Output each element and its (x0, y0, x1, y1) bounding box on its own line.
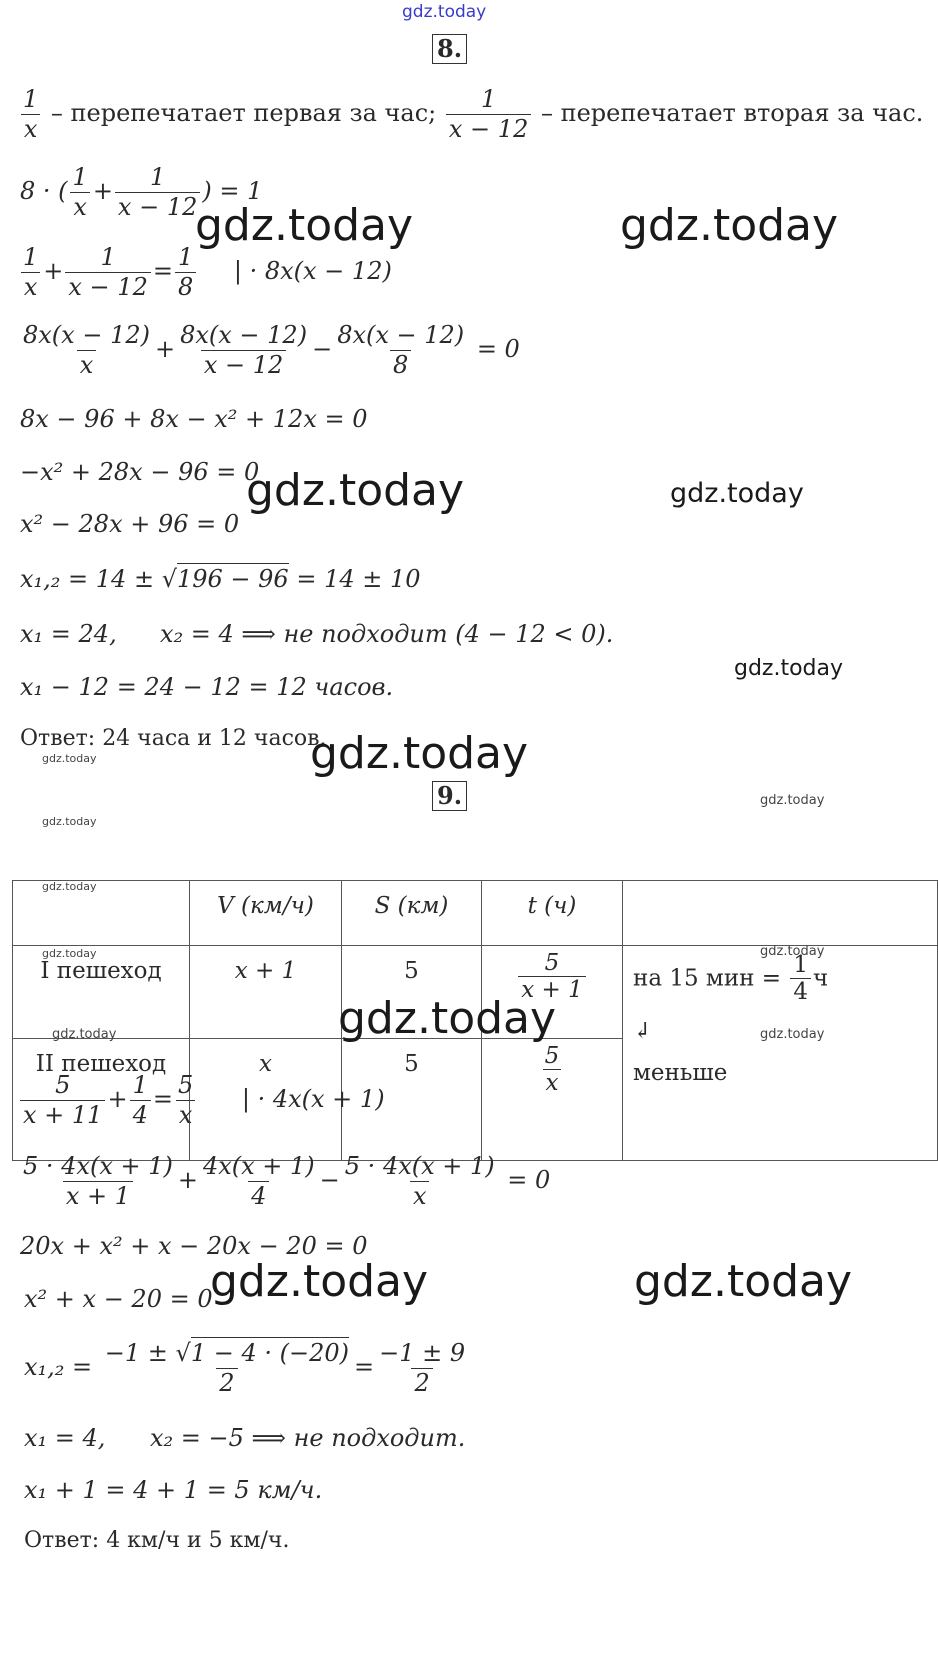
p8-intro (18, 86, 923, 143)
p8-eq5: −x² + 28x − 96 = 0 (20, 458, 260, 486)
frac-den: 4 (130, 1100, 151, 1130)
p8-eq7: x₁,₂ = 14 ± √196 − 96 = 14 ± 10 (20, 565, 421, 593)
frac-num: 8x(x − 12) (23, 321, 150, 349)
eq-end: = 0 (476, 335, 520, 364)
p8-eq8a: x₁ = 24, (20, 620, 117, 648)
p9-eq6b: x₂ = −5 ⟹ не подходит. (150, 1424, 466, 1452)
frac-den: x − 12 (65, 272, 150, 302)
problem-9-number: 9. (432, 781, 467, 811)
p8-eq4: 8x − 96 + 8x − x² + 12x = 0 (20, 405, 368, 433)
frac-num: 5 · 4x(x + 1) (23, 1152, 173, 1180)
frac-num: 5 (544, 950, 560, 976)
header-empty (13, 881, 190, 946)
p8-eq8b: x₂ = 4 ⟹ не подходит (4 − 12 < 0). (160, 620, 614, 648)
p8-eq6: x² − 28x + 96 = 0 (20, 510, 240, 538)
row1-label: I пешеход (13, 946, 190, 1039)
frac-num: 1 (100, 243, 116, 271)
watermark: gdz.today (310, 728, 529, 779)
eq-part: = 14 ± 10 (288, 565, 421, 593)
header-speed: V (км/ч) (190, 881, 342, 946)
p9-eq7: x₁ + 1 = 4 + 1 = 5 км/ч. (24, 1476, 323, 1504)
watermark: gdz.today (620, 200, 839, 251)
frac-den: 4 (248, 1181, 269, 1211)
p8-eq9: x₁ − 12 = 24 − 12 = 12 часов. (20, 673, 394, 701)
watermark: gdz.today (760, 1027, 825, 1042)
p8-answer: Ответ: 24 часа и 12 часов. (20, 726, 327, 751)
watermark: gdz.today (760, 793, 825, 808)
frac-den: x + 1 (518, 976, 586, 1005)
frac-num: 1 (72, 163, 88, 191)
frac-den: 2 (216, 1368, 237, 1398)
note-unit: ч (813, 965, 829, 992)
note-line-1 (633, 952, 937, 1007)
eq-part: −1 ± (104, 1339, 176, 1367)
note-cell (623, 946, 938, 1161)
frac-den: 4 (790, 978, 811, 1007)
frac-den: x (176, 1100, 196, 1130)
frac-num: 5 · 4x(x + 1) (344, 1152, 495, 1180)
eq-part: x₁,₂ = 14 ± (20, 565, 162, 593)
watermark: gdz.today (52, 1027, 117, 1042)
row2-speed: x (190, 1039, 342, 1161)
eq-part: 8 · ( (20, 177, 68, 206)
frac-den: x − 12 (201, 350, 286, 380)
frac-num: −1 ± 9 (379, 1339, 466, 1367)
watermark: gdz.today (42, 752, 97, 765)
frac-num: 8x(x − 12) (180, 321, 308, 349)
frac-den: x (70, 192, 90, 222)
frac-den: x (21, 114, 41, 144)
frac-num: 8x(x − 12) (337, 321, 465, 349)
note-text: на 15 мин = (633, 965, 789, 992)
watermark: gdz.today (42, 880, 97, 893)
row2-time (482, 1039, 623, 1161)
p8-eq1: 8 · ( $\frac{1}{x}$ + $\frac{1}{x - 12}$ ) = 1 (20, 163, 263, 221)
watermark: gdz.today (734, 656, 844, 681)
row1-distance: 5 (342, 946, 482, 1039)
frac-den: x (77, 350, 97, 380)
p9-eq4: x² + x − 20 = 0 (24, 1285, 213, 1313)
frac-num: 5 (177, 1071, 194, 1099)
frac-num: 1 (177, 243, 194, 271)
intro-text-1: – перепечатает первая за час; (43, 99, 444, 128)
watermark: gdz.today (634, 1256, 853, 1307)
p9-eq1: $\frac{5}{x + 11}$ + $\frac{1}{4}$ = $\frac{5}{x}$ | · 4x(x + 1) (18, 1072, 385, 1129)
multiplier: | · 4x(x + 1) (241, 1085, 385, 1114)
frac-den: x (410, 1181, 430, 1211)
frac-num: −1 ± √1 − 4 · (−20) (104, 1339, 350, 1367)
frac-den: x − 12 (115, 192, 200, 222)
frac-num: 1 (793, 952, 809, 978)
problem-8-number: 8. (432, 34, 467, 64)
watermark-top: gdz.today (402, 2, 487, 22)
row2-label: II пешеход (13, 1039, 190, 1161)
watermark: gdz.today (210, 1256, 429, 1307)
frac-den: x + 11 (20, 1100, 105, 1130)
frac-den: x (21, 272, 41, 302)
frac-den: x + 1 (63, 1181, 133, 1211)
watermark: gdz.today (42, 947, 97, 960)
eq-part: x₁,₂ = (24, 1353, 93, 1382)
p9-answer: Ответ: 4 км/ч и 5 км/ч. (24, 1528, 290, 1553)
eq-part: ) = 1 (202, 177, 263, 206)
frac-den: x (543, 1069, 562, 1098)
frac-num: 1 (150, 163, 166, 191)
eq-end: = 0 (507, 1166, 551, 1195)
frac-num: 1 (132, 1071, 148, 1099)
header-distance: S (км) (342, 881, 482, 946)
watermark: gdz.today (338, 993, 557, 1044)
note-less: меньше (633, 1060, 728, 1087)
header-note (623, 881, 938, 946)
p8-eq2: $\frac{1}{x}$ + $\frac{1}{x - 12}$ = $\frac{1}{8}$ | · 8x(x − 12) (18, 244, 392, 301)
frac-den: 2 (411, 1368, 432, 1398)
watermark: gdz.today (670, 478, 804, 509)
multiplier: | · 8x(x − 12) (233, 257, 392, 286)
p9-eq2: $\frac{5 \cdot 4x(x + 1)}{x + 1}$ + $\frac{4x(x + 1)}{4}$ − $\frac{5 \cdot 4x(x + 1)}{x}$ = 0 (18, 1153, 550, 1210)
p8-eq3: $\frac{8x(x - 12)}{x}$ + $\frac{8x(x - 12)}{x - 12}$ − $\frac{8x(x - 12)}{8}$ = 0 (18, 322, 520, 379)
sqrt-radicand: 1 − 4 · (−20) (190, 1339, 350, 1367)
frac-den: 8 (175, 272, 196, 302)
watermark: gdz.today (246, 465, 465, 516)
row2-distance: 5 (342, 1039, 482, 1161)
row1-speed: x + 1 (190, 946, 342, 1039)
p9-eq6a: x₁ = 4, (24, 1424, 106, 1452)
frac-num: 1 (23, 85, 39, 113)
sqrt-radicand: 196 − 96 (176, 565, 289, 593)
frac-den: x − 12 (446, 114, 531, 144)
intro-text-2: – перепечатает вторая за час. (533, 99, 924, 128)
frac-den: 8 (390, 350, 411, 380)
frac-num: 1 (480, 85, 497, 113)
frac-num: 5 (55, 1071, 71, 1099)
frac-num: 4x(x + 1) (202, 1152, 315, 1180)
p9-eq3: 20x + x² + x − 20x − 20 = 0 (20, 1232, 368, 1260)
p9-eq5: x₁,₂ = $\frac{-1 \pm √1 - 4 \cdot (-20)}{2}$ = $\frac{-1 \pm 9}{2}$ (24, 1340, 470, 1397)
watermark: gdz.today (195, 200, 414, 251)
arrow-icon: ↲ (633, 1019, 652, 1045)
frac-num: 1 (23, 243, 39, 271)
header-time: t (ч) (482, 881, 623, 946)
frac-num: 5 (544, 1043, 560, 1069)
watermark: gdz.today (42, 815, 97, 828)
watermark: gdz.today (760, 944, 825, 959)
